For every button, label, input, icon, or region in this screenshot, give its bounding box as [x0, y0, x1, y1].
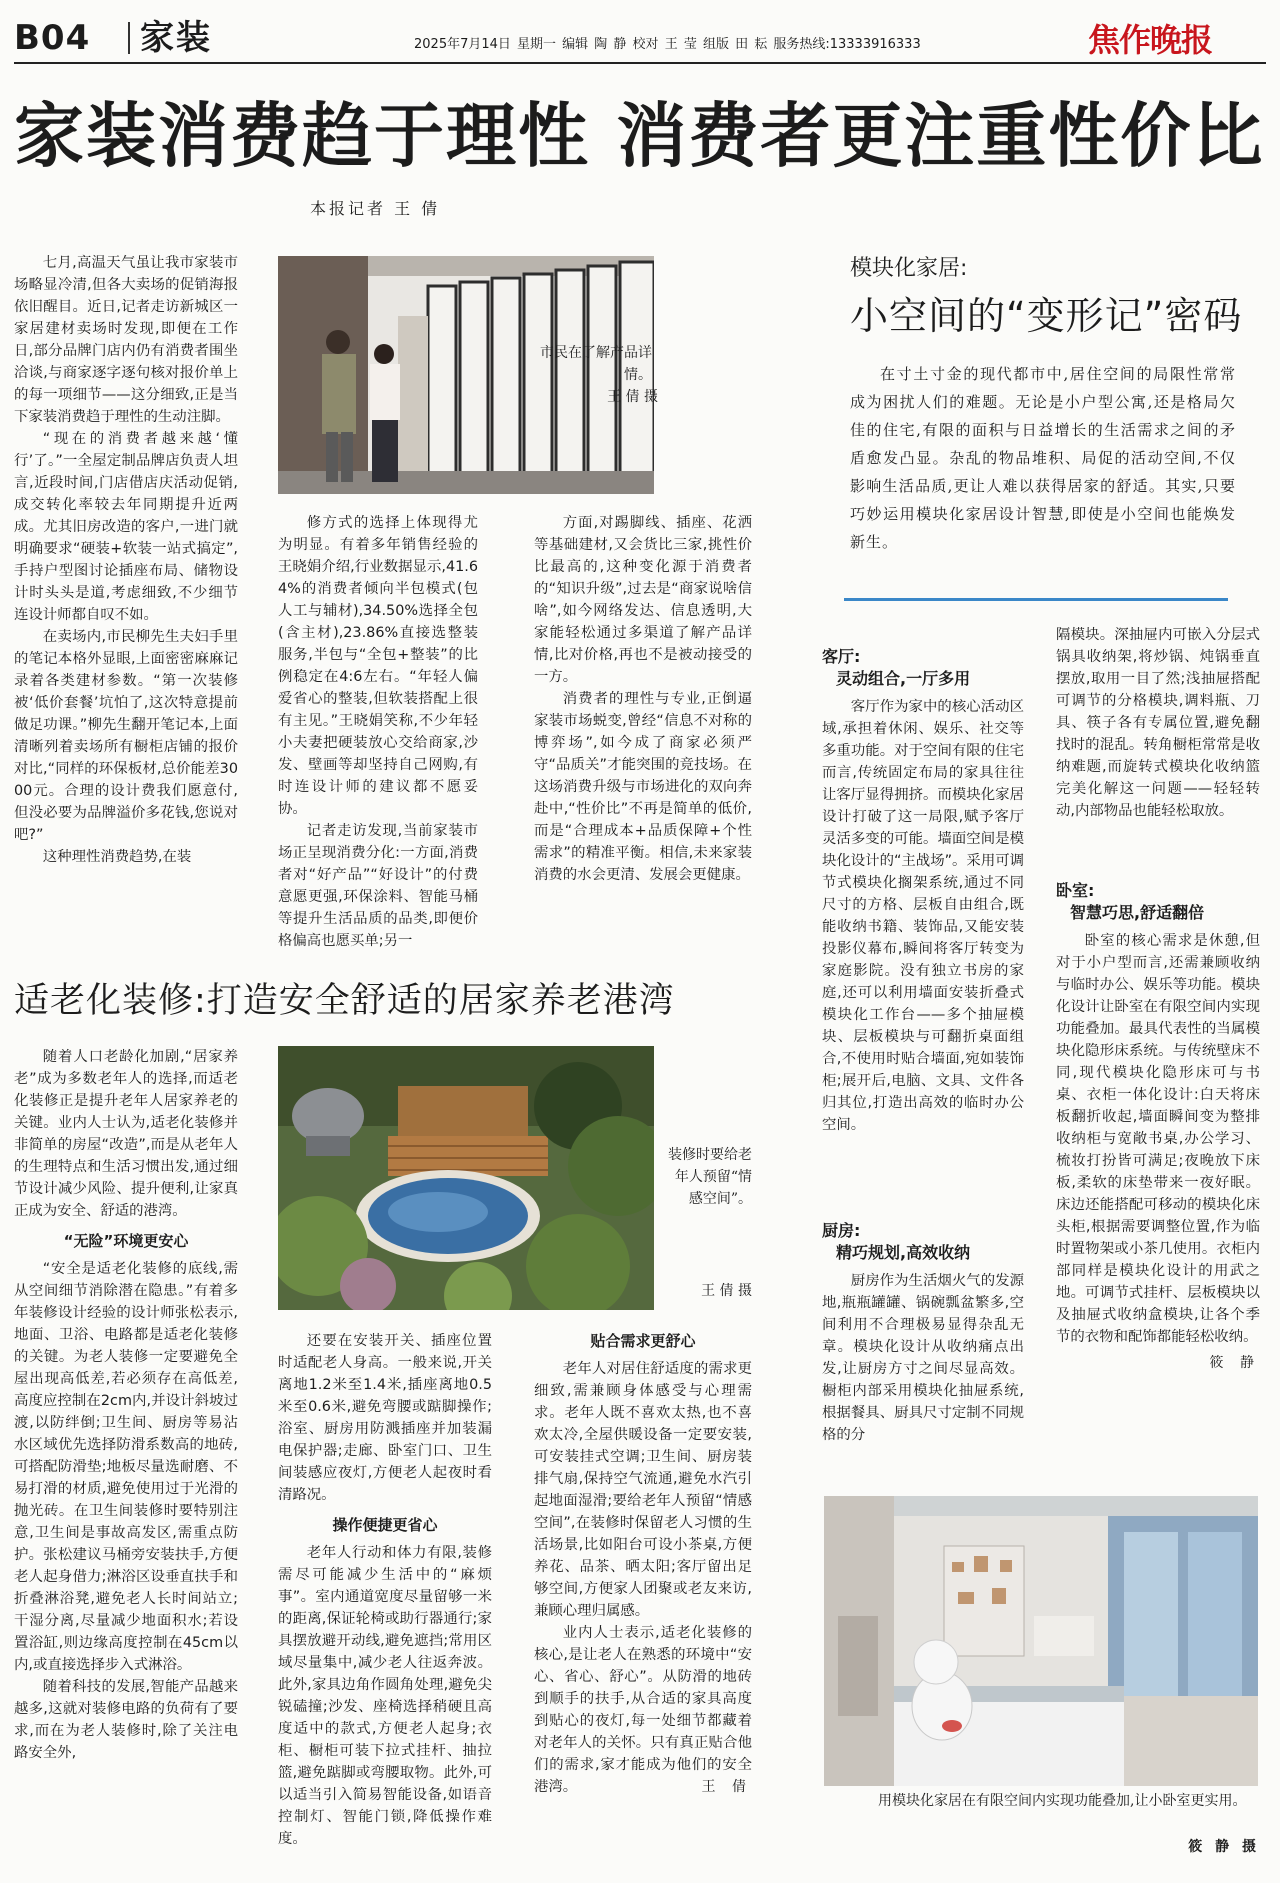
aging-subheading-1: “无险”环境更安心	[63, 1232, 189, 1250]
photo-caption-text: 市民在了解产品详情。	[540, 345, 652, 383]
paragraph: 隔模块。深抽屉内可嵌入分层式锅具收纳架,将炒锅、炖锅垂直摆放,取用一目了然;浅抽屉搭配可调节的分格模块,调料瓶、刀具、筷子各有专属位置,避免翻找时的混乱。转角橱柜常常是收纳难题,而旋转式模块化收纳篮完美化解这一问题——轻轻转动,内部物品也能轻松取放。	[1056, 627, 1260, 819]
aging-photo-credit: 王 倩 摄	[701, 1283, 752, 1299]
modular-photo-credit: 筱 静 摄	[1188, 1839, 1260, 1855]
paragraph: 消费者的理性与专业,正倒逼家装市场蜕变,曾经“信息不对称的博弈场”,如今成了商家必须严守“品质关”才能突围的竞技场。在这场消费升级与市场进化的双向奔赴中,“性价比”不再是简单的低价,而是“合理成本+品质保障+个性需求”的精准平衡。相信,未来家装消费的水会更清、发展会更健康。	[534, 691, 752, 883]
aging-subheading-3: 贴合需求更舒心	[590, 1332, 696, 1350]
paragraph: 厨房作为生活烟火气的发源地,瓶瓶罐罐、锅碗瓢盆繁多,空间利用不合理极易显得杂乱无章。模块化设计从收纳痛点出发,让厨房方寸之间尽显高效。橱柜内部采用模块化抽屉系统,根据餐具、厨具尺寸定制不同规格的分	[822, 1273, 1024, 1443]
paragraph: 方面,对踢脚线、插座、花洒等基础建材,又会货比三家,挑性价比最高的,这种变化源于消费者的“知识升级”,过去是“商家说啥信啥”,如今网络发达、信息透明,大家能轻松通过多渠道了解产品详情,比对价格,再也不是被动接受的一方。	[534, 515, 752, 685]
article1-column-3	[534, 512, 752, 952]
modular-divider	[844, 598, 1228, 601]
bedroom-subtitle: 智慧巧思,舒适翻倍	[1070, 903, 1205, 922]
header-rule	[14, 62, 1266, 64]
paragraph: 修方式的选择上体现得尤为明显。有着多年销售经验的王晓娟介绍,行业数据显示,41.64%的消费者倾向半包模式(包人工与辅材),34.50%选择全包(含主材),23.86%直接选整装服务,半包与“全包+整装”的比例稳定在4:6左右。“年轻人偏爱省心的整装,但软装搭配上很有主见。”王晓娟笑称,不少年轻小夫妻把硬装放心交给商家,沙发、壁画等却坚持自己网购,有时连设计师的建议都不愿妥协。	[278, 515, 478, 817]
paragraph: 还要在安装开关、插座位置时适配老人身高。一般来说,开关离地1.2米至1.4米,插座离地0.5米至0.6米,避免弯腰或踮脚操作;浴室、厨房用防溅插座并加装漏电保护器;走廊、卧室门口、卫生间装感应夜灯,方便老人起夜时看清路况。	[278, 1333, 492, 1503]
living-room-label: 客厅:	[822, 647, 861, 666]
article1-column-2	[278, 512, 478, 952]
article1-column-1	[14, 252, 238, 952]
living-room-subtitle: 灵动组合,一厅多用	[836, 669, 971, 688]
aging-column-3	[534, 1330, 752, 1880]
paragraph: 业内人士表示,适老化装修的核心,是让老人在熟悉的环境中“安心、省心、舒心”。从防滑的地砖到顺手的扶手,从合适的家具高度到贴心的夜灯,每一处细节都藏着对老年人的关怀。只有真正贴合他们的需求,家才能成为他们的安全港湾。	[534, 1625, 752, 1795]
paragraph: 随着科技的发展,智能产品越来越多,这就对装修电路的负荷有了要求,而在为老人装修时,除了关注电路安全外,	[14, 1679, 238, 1761]
modular-photo-caption: 用模块化家居在有限空间内实现功能叠加,让小卧室更实用。	[878, 1793, 1247, 1809]
header-separator	[128, 22, 130, 54]
article1-photo-credit: 王 倩 摄	[607, 389, 658, 405]
paragraph: 卧室的核心需求是休憩,但对于小户型而言,还需兼顾收纳与临时办公、娱乐等功能。模块化设计让卧室在有限空间内实现功能叠加。最具代表性的当属模块化隐形床系统。与传统壁床不同,现代模块化隐形床可与书桌、衣柜一体化设计:白天将床板翻折收起,墙面瞬间变为整排收纳柜与宽敞书桌,办公学习、梳妆打扮皆可满足;夜晚放下床板,柔软的床垫带来一夜好眠。床边还能搭配可移动的模块化床头柜,根据需要调整位置,作为临时置物架或小茶几使用。衣柜内部同样是模块化设计的用武之地。可调节式挂杆、层板模块以及抽屉式收纳盒模块,让各个季节的衣物和配饰都能轻松收纳。	[1056, 933, 1260, 1345]
newspaper-logo: 焦作晚报	[1088, 21, 1213, 59]
bedroom-label: 卧室:	[1056, 881, 1095, 900]
aging-photo-caption: 装修时要给老年人预留“情感空间”。	[668, 1147, 752, 1207]
modular-intro	[850, 360, 1236, 590]
paragraph: 客厅作为家中的核心活动区域,承担着休闲、娱乐、社交等多重功能。对于空间有限的住宅而言,传统固定布局的家具往往让客厅显得拥挤。而模块化家居设计打破了这一局限,赋予客厅灵活多变的可能。墙面空间是模块化设计的“主战场”。采用可调节式模块化搁架系统,通过不同尺寸的方格、层板自由组合,既能收纳书籍、装饰品,又能安装投影仪幕布,瞬间将客厅转变为家庭影院。没有独立书房的家庭,还可以利用墙面安装折叠式模块化工作台——多个抽屉模块、层板模块与可翻折桌面组合,不使用时贴合墙面,宛如装饰柜;展开后,电脑、文具、文件各归其位,打造出高效的临时办公空间。	[822, 699, 1024, 1133]
paragraph: 七月,高温天气虽让我市家装市场略显冷清,但各大卖场的促销海报依旧醒目。近日,记者走访新城区一家居建材卖场时发现,即便在工作日,部分品牌门店内仍有消费者围坐洽谈,与商家逐字逐句核对报价单上的每一项细节——这分细致,正是当下家装消费趋于理性的生动注脚。	[14, 255, 238, 425]
photo-garden	[278, 1046, 654, 1310]
modular-kicker: 模块化家居:	[850, 256, 968, 281]
header-meta: 2025年7月14日 星期一 编辑 陶 静 校对 王 莹 组版 田 耘 服务热线:13333916333	[414, 37, 921, 52]
modular-column-2b	[1056, 876, 1260, 1456]
paragraph: 记者走访发现,当前家装市场正呈现消费分化:一方面,消费者对“好产品”“好设计”的付费意愿更强,环保涂料、智能马桶等提升生活品质的品类,即便价格偏高也愿买单;另一	[278, 823, 478, 949]
aging-column-2	[278, 1330, 492, 1880]
kitchen-label: 厨房:	[822, 1221, 861, 1240]
paragraph: 随着人口老龄化加剧,“居家养老”成为多数老年人的选择,而适老化装修正是提升老年人居家养老的关键。业内人士认为,适老化装修并非简单的房屋“改造”,而是从老年人的生理特点和生活习惯出发,通过细节设计减少风险、提升便利,让家真正成为安全、舒适的港湾。	[14, 1049, 238, 1219]
modular-column-2	[1056, 624, 1260, 864]
aging-title: 适老化装修:打造安全舒适的居家养老港湾	[14, 981, 675, 1021]
reporter-byline: 本报记者 王 倩	[310, 199, 441, 218]
paragraph: 老年人对居住舒适度的需求更细致,需兼顾身体感受与心理需求。老年人既不喜欢太热,也不喜欢太冷,全屋供暖设备一定要安装,可安装挂式空调;卫生间、厨房装排气扇,保持空气流通,避免水汽引起地面湿滑;要给老年人预留“情感空间”,在装修时保留老人习惯的生活场景,比如阳台可设小茶桌,方便养花、品茶、晒太阳;客厅留出足够空间,方便家人团聚或老友来访,兼顾心理归属感。	[534, 1361, 752, 1619]
modular-column-1	[822, 642, 1024, 1202]
modular-title: 小空间的“变形记”密码	[850, 294, 1243, 338]
paragraph: “现在的消费者越来越‘懂行’了。”一全屋定制品牌店负责人坦言,近段时间,门店借店庆活动促销,成交转化率较去年同期提升近两成。尤其旧房改造的客户,一进门就明确要求“硬装+软装一站式搞定”,手持户型图讨论插座布局、储物设计时头头是道,考虑细致,不少细节连设计师都自叹不如。	[14, 431, 238, 623]
photo-bedroom	[824, 1496, 1258, 1786]
aging-column-1	[14, 1046, 238, 1876]
paragraph: 老年人行动和体力有限,装修需尽可能减少生活中的“麻烦事”。室内通道宽度尽量留够一米的距离,保证轮椅或助行器通行;家具摆放避开动线,避免遮挡;常用区域尽量集中,减少老人往返奔波。此外,家具边角作圆角处理,避免尖锐磕撞;沙发、座椅选择稍硬且高度适中的款式,方便老人起身;衣柜、橱柜可装下拉式挂杆、抽拉篮,避免踮脚或弯腰取物。此外,可以适当引入简易智能设备,如语音控制灯、智能门锁,降低操作难度。	[278, 1545, 492, 1847]
intro-paragraph: 在寸土寸金的现代都市中,居住空间的局限性常常成为困扰人们的难题。无论是小户型公寓,还是格局欠佳的住宅,有限的面积与日益增长的生活需求之间的矛盾愈发凸显。杂乱的物品堆积、局促的活动空间,不仅影响生活品质,更让人难以获得居家的舒适。其实,只要巧妙运用模块化家居设计智慧,即使是小空间也能焕发新生。	[850, 365, 1236, 551]
paragraph: 在卖场内,市民柳先生夫妇手里的笔记本格外显眼,上面密密麻麻记录着各类建材参数。“第一次装修被‘低价套餐’坑怕了,这次特意提前做足功课。”柳先生翻开笔记本,上面清晰列着卖场所有橱柜店铺的报价对比,“同样的环保板材,总价能差3000元。合理的设计费我们愿意付,但没必要为品牌溢价多花钱,您说对吧?”	[14, 629, 238, 843]
article1-photo-caption	[540, 342, 652, 386]
aging-subheading-2: 操作便捷更省心	[332, 1516, 438, 1534]
section-name: 家装	[140, 18, 212, 58]
headline: 家装消费趋于理性 消费者更注重性价比	[14, 95, 1265, 177]
modular-column-1b	[822, 1216, 1024, 1462]
page-number: B04	[14, 18, 91, 58]
aging-author: 王 倩	[701, 1779, 752, 1795]
paragraph: 这种理性消费趋势,在装	[42, 849, 192, 865]
modular-author: 筱 静	[1209, 1355, 1260, 1371]
kitchen-subtitle: 精巧规划,高效收纳	[836, 1243, 971, 1262]
paragraph: “安全是适老化装修的底线,需从空间细节消除潜在隐患。”有着多年装修设计经验的设计师张松表示,地面、卫浴、电路都是适老化装修的关键。为老人装修一定要避免全屋出现高低差,若必须存在高低差,高度应控制在2cm内,并设计斜坡过渡,以防绊倒;卫生间、厨房等易沾水区域优先选择防滑系数高的地砖,可搭配防滑垫;地板尽量选耐磨、不易打滑的材质,避免使用过于光滑的抛光砖。在卫生间装修时要特别注意,卫生间是事故高发区,需重点防护。张松建议马桶旁安装扶手,方便老人起身借力;淋浴区设垂直扶手和折叠淋浴凳,避免老人长时间站立;干湿分离,尽量减少地面积水;若设置浴缸,则边缘高度控制在45cm以内,或直接选择步入式淋浴。	[14, 1261, 238, 1673]
